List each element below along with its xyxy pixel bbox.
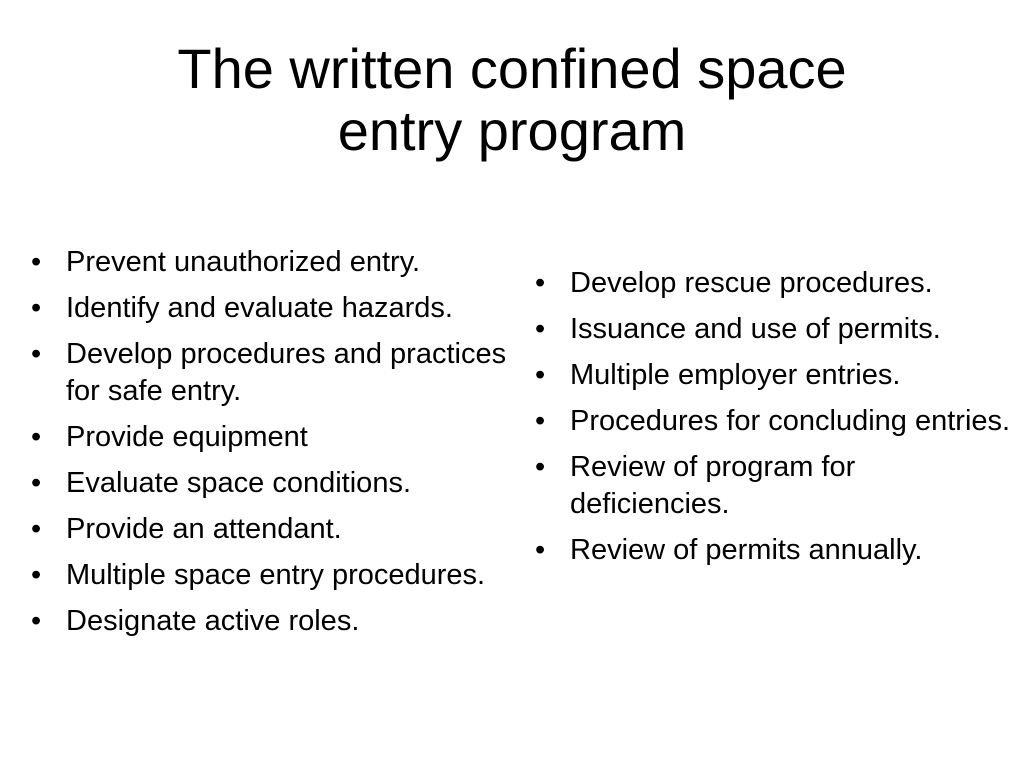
list-item-text: Evaluate space conditions. xyxy=(66,467,411,499)
list-item-text: Prevent unauthorized entry. xyxy=(66,246,421,278)
list-item xyxy=(532,357,1018,394)
bullet-icon: • xyxy=(535,534,546,566)
bullet-icon: • xyxy=(31,559,42,591)
list-item xyxy=(532,265,1018,302)
list-item xyxy=(532,403,1018,440)
list-item xyxy=(28,290,508,327)
left-bullet-list xyxy=(28,244,508,649)
list-item xyxy=(28,465,508,502)
list-item-text: Review of permits annually. xyxy=(570,534,923,566)
list-item-text: Develop procedures and practices for safe entry. xyxy=(66,338,507,407)
list-item xyxy=(28,511,508,548)
bullet-icon: • xyxy=(31,421,42,453)
bullet-icon: • xyxy=(535,405,546,437)
list-item-text: Develop rescue procedures. xyxy=(570,267,933,299)
bullet-icon: • xyxy=(535,267,546,299)
list-item xyxy=(532,311,1018,348)
bullet-icon: • xyxy=(535,451,546,483)
bullet-icon: • xyxy=(535,359,546,391)
list-item xyxy=(28,603,508,640)
bullet-icon: • xyxy=(31,513,42,545)
list-item xyxy=(28,244,508,281)
list-item xyxy=(532,449,1018,523)
list-item-text: Issuance and use of permits. xyxy=(570,313,941,345)
list-item-text: Review of program for deficiencies. xyxy=(570,451,856,520)
right-bullet-list xyxy=(532,265,1018,578)
bullet-icon: • xyxy=(535,313,546,345)
bullet-icon: • xyxy=(31,292,42,324)
slide-title-line-2: entry program xyxy=(337,99,687,162)
bullet-icon: • xyxy=(31,246,42,278)
list-item-text: Provide equipment xyxy=(66,421,308,453)
bullet-icon: • xyxy=(31,467,42,499)
bullet-icon: • xyxy=(31,338,42,370)
list-item-text: Multiple space entry procedures. xyxy=(66,559,486,591)
list-item-text: Provide an attendant. xyxy=(66,513,342,545)
list-item-text: Designate active roles. xyxy=(66,605,360,637)
slide-title xyxy=(60,38,964,162)
list-item-text: Procedures for concluding entries. xyxy=(570,405,1011,437)
slide-title-line-1: The written confined space xyxy=(177,37,847,100)
list-item xyxy=(28,557,508,594)
list-item xyxy=(28,336,508,410)
list-item-text: Multiple employer entries. xyxy=(570,359,901,391)
bullet-icon: • xyxy=(31,605,42,637)
list-item-text: Identify and evaluate hazards. xyxy=(66,292,453,324)
list-item xyxy=(28,419,508,456)
list-item xyxy=(532,532,1018,569)
